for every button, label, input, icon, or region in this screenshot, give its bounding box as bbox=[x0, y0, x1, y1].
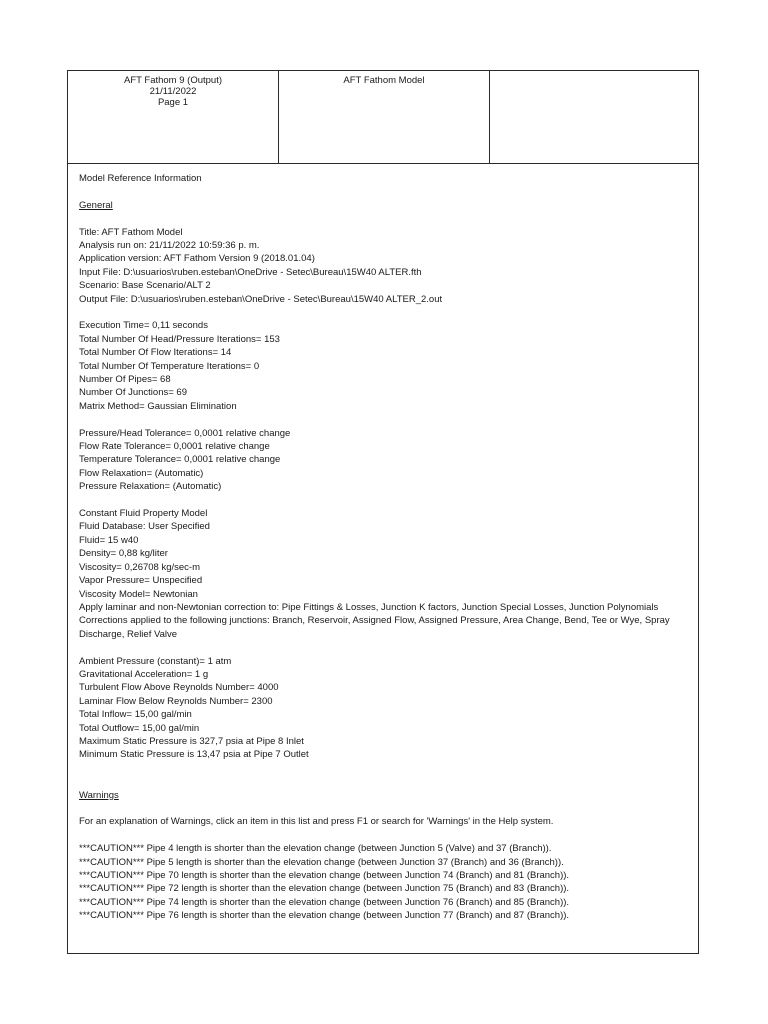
environment-line: Ambient Pressure (constant)= 1 atm bbox=[79, 655, 232, 667]
report-header bbox=[68, 71, 698, 164]
section-title: Model Reference Information bbox=[79, 173, 202, 184]
fluid-line: Density= 0,88 kg/liter bbox=[79, 548, 168, 560]
environment-line: Total Outflow= 15,00 gal/min bbox=[79, 722, 200, 734]
solution-line: Number Of Junctions= 69 bbox=[79, 387, 187, 399]
warnings-heading: Warnings bbox=[79, 789, 119, 801]
fluid-line: Fluid= 15 w40 bbox=[79, 534, 139, 546]
program-name: AFT Fathom 9 (Output) bbox=[123, 75, 223, 86]
warning-item[interactable]: ***CAUTION*** Pipe 76 length is shorter than the elevation change (between Junction 77 (Branch) and 87 (Branch)). bbox=[79, 910, 570, 922]
fluid-line: Constant Fluid Property Model bbox=[79, 508, 208, 520]
warning-item[interactable]: ***CAUTION*** Pipe 4 length is shorter than the elevation change (between Junction 5 (Valve) and 37 (Branch)). bbox=[79, 843, 552, 855]
solution-line: Number Of Pipes= 68 bbox=[79, 374, 171, 386]
tolerance-line: Pressure Relaxation= (Automatic) bbox=[79, 481, 222, 493]
general-line: Output File: D:\usuarios\ruben.esteban\OneDrive - Setec\Bureau\15W40 ALTER_2.out bbox=[79, 293, 443, 305]
warning-item[interactable]: ***CAUTION*** Pipe 70 length is shorter than the elevation change (between Junction 74 (Branch) and 81 (Branch)). bbox=[79, 869, 570, 881]
tolerance-line: Flow Rate Tolerance= 0,0001 relative change bbox=[79, 441, 270, 453]
tolerance-line: Temperature Tolerance= 0,0001 relative change bbox=[79, 454, 281, 466]
general-line: Input File: D:\usuarios\ruben.esteban\OneDrive - Setec\Bureau\15W40 ALTER.fth bbox=[79, 266, 422, 278]
page-number: Page 1 bbox=[157, 97, 189, 108]
solution-line: Execution Time= 0,11 seconds bbox=[79, 320, 208, 332]
environment-line: Gravitational Acceleration= 1 g bbox=[79, 668, 209, 680]
solution-line: Total Number Of Head/Pressure Iterations= 153 bbox=[79, 333, 280, 345]
general-line: Analysis run on: 21/11/2022 10:59:36 p. m. bbox=[79, 240, 260, 251]
solution-line: Total Number Of Temperature Iterations= 0 bbox=[79, 360, 260, 372]
report-body bbox=[79, 172, 689, 923]
tolerance-line: Pressure/Head Tolerance= 0,0001 relative change bbox=[79, 427, 291, 439]
solution-line: Matrix Method= Gaussian Elimination bbox=[79, 400, 237, 412]
header-cell-blank bbox=[490, 71, 698, 163]
general-line: Application version: AFT Fathom Version 9 (2018.01.04) bbox=[79, 253, 315, 265]
header-cell-program bbox=[68, 71, 279, 163]
environment-line: Turbulent Flow Above Reynolds Number= 4000 bbox=[79, 682, 279, 694]
general-heading: General bbox=[79, 199, 113, 211]
environment-line: Laminar Flow Below Reynolds Number= 2300 bbox=[79, 695, 273, 707]
warning-item[interactable]: ***CAUTION*** Pipe 5 length is shorter than the elevation change (between Junction 37 (Branch) and 36 (Branch)). bbox=[79, 856, 564, 868]
environment-line: Maximum Static Pressure is 327,7 psia at Pipe 8 Inlet bbox=[79, 735, 304, 747]
general-line: Scenario: Base Scenario/ALT 2 bbox=[79, 280, 211, 292]
model-title: AFT Fathom Model bbox=[343, 75, 425, 86]
report-date: 21/11/2022 bbox=[149, 86, 197, 97]
fluid-line: Viscosity= 0,26708 kg/sec-m bbox=[79, 561, 201, 573]
warning-item[interactable]: ***CAUTION*** Pipe 72 length is shorter than the elevation change (between Junction 75 (Branch) and 83 (Branch)). bbox=[79, 883, 570, 895]
solution-line: Total Number Of Flow Iterations= 14 bbox=[79, 347, 232, 359]
corrections-applied-text: Corrections applied to the following junctions: Branch, Reservoir, Assigned Flow, Assigned Pressure, Area Change, Bend, Tee or Wye, Spray Discharge, Relief Valve bbox=[79, 615, 670, 640]
header-cell-model bbox=[279, 71, 490, 163]
laminar-correction-text: Apply laminar and non-Newtonian correction to: Pipe Fittings & Losses, Junction K factors, Junction Special Losses, Junction Polynomials bbox=[79, 601, 659, 613]
environment-line: Total Inflow= 15,00 gal/min bbox=[79, 709, 192, 721]
general-line: Title: AFT Fathom Model bbox=[79, 226, 183, 238]
report-frame bbox=[67, 70, 699, 954]
tolerance-line: Flow Relaxation= (Automatic) bbox=[79, 467, 204, 479]
warning-item[interactable]: ***CAUTION*** Pipe 74 length is shorter than the elevation change (between Junction 76 (Branch) and 85 (Branch)). bbox=[79, 896, 570, 908]
warnings-intro: For an explanation of Warnings, click an item in this list and press F1 or search for 'Warnings' in the Help system. bbox=[79, 816, 554, 828]
fluid-line: Viscosity Model= Newtonian bbox=[79, 588, 198, 600]
fluid-line: Fluid Database: User Specified bbox=[79, 521, 210, 533]
fluid-line: Vapor Pressure= Unspecified bbox=[79, 575, 203, 587]
environment-line: Minimum Static Pressure is 13,47 psia at Pipe 7 Outlet bbox=[79, 749, 309, 761]
